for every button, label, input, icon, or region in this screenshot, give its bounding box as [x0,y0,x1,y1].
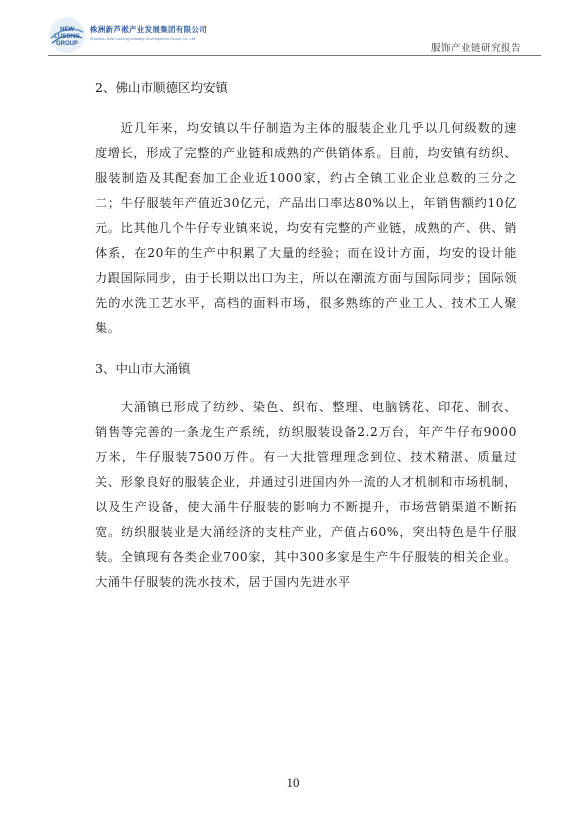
svg-text:LUSONG: LUSONG [54,34,80,40]
svg-text:GROUP: GROUP [55,41,79,47]
company-name-block [90,24,310,41]
section-heading-junan: 2、佛山市顺德区均安镇 [95,80,228,95]
page-number: 10 [286,775,300,790]
svg-text:NEW: NEW [60,27,74,33]
paragraph-dayong: 大涌镇已形成了纺纱、染色、织布、整理、电脑锈花、印花、制衣、销售等完善的一条龙生产系统，纺织服装设备2.2万台，年产牛仔布9000万米，牛仔服装7500万件。有一大批管理理念到位、技术精湛、质量过关、形象良好的服装企业，并通过引进国内外一流的人才机制和市场机制，以及生产设备，使大涌牛仔服装的影响力不断提升，市场营销渠道不断拓宽。纺织服装业是大涌经济的支柱产业，产值占60%，突出特色是牛仔服装。全镇现有各类企业700家，其中300多家是生产牛仔服装的相关企业。大涌牛仔服装的洗水技术，居于国内先进水平 [95,400,517,589]
report-title: 服饰产业链研究报告 [430,43,521,54]
section-heading-dayong: 3、中山市大涌镇 [95,361,191,376]
page-body [95,78,517,595]
paragraph-junan: 近几年来，均安镇以牛仔制造为主体的服装企业几乎以几何级数的速度增长，形成了完整的产业链和成熟的产供销体系。目前，均安镇有纺织、服装制造及其配套加工企业近1000家，约占全镇工业企业总数的三分之二；牛仔服装年产值近30亿元，产品出口率达80%以上，年销售额约10亿元。比其他几个牛仔专业镇来说，均安有完整的产业链，成熟的产、供、销体系，在20年的生产中积累了大量的经验；而在设计方面，均安的设计能力跟国际同步，由于长期以出口为主，所以在潮流方面与国际同步；国际领先的水洗工艺水平，高档的面料市场，很多熟练的产业工人、技术工人聚集。 [95,121,517,335]
page-header [0,0,586,60]
header-divider [48,55,541,56]
company-name-cn: 株洲新芦淞产业发展集团有限公司 [90,25,207,34]
company-logo-icon [48,16,86,54]
company-name-en: Zhuzhou New Lusong Industry Development Group Co.,Ltd [90,36,196,41]
